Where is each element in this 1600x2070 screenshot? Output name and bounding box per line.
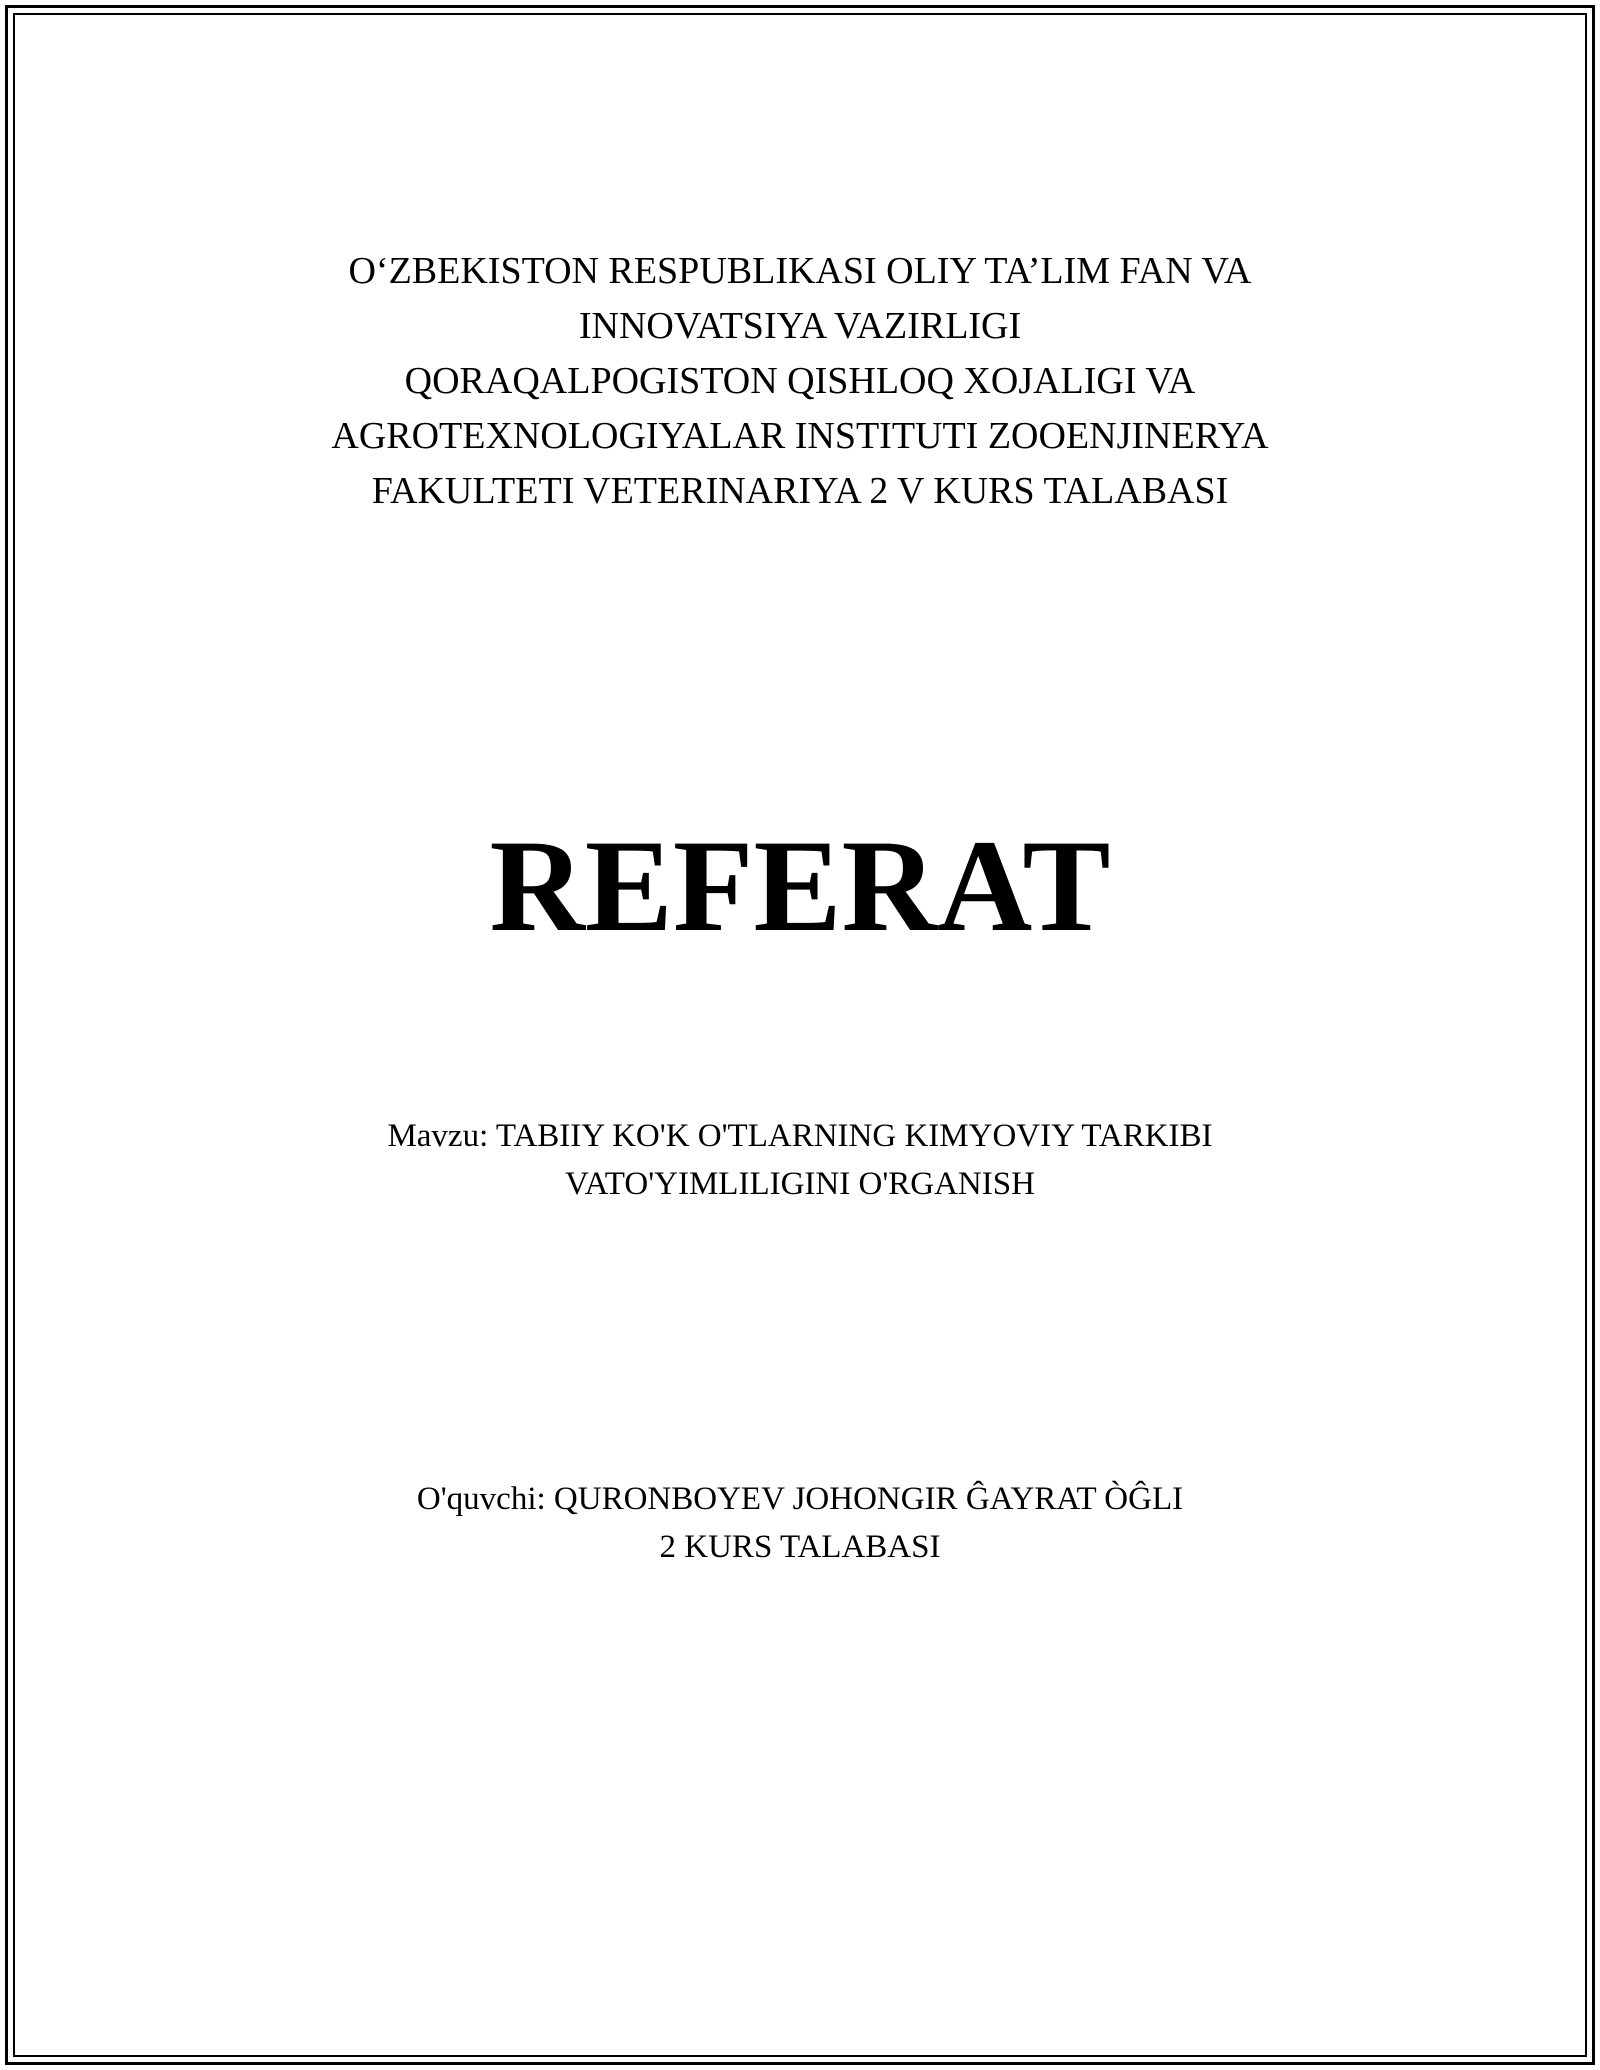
topic-line: VATO'YIMLILIGINI O'RGANISH bbox=[565, 1166, 1035, 1202]
student-line: 2 KURS TALABASI bbox=[659, 1529, 941, 1565]
document-title: REFERAT bbox=[489, 812, 1111, 959]
header-line: O‘ZBEKISTON RESPUBLIKASI OLIY TA’LIM FAN VA bbox=[348, 250, 1252, 292]
header-line: AGROTEXNOLOGIYALAR INSTITUTI ZOOENJINERYA bbox=[331, 415, 1269, 457]
institution-header bbox=[0, 244, 1600, 519]
student-line: O'quvchi: QURONBOYEV JOHONGIR ĜAYRAT ÒĜLI bbox=[416, 1481, 1184, 1517]
topic-line: Mavzu: TABIIY KO'K O'TLARNING KIMYOVIY TARKIBI bbox=[387, 1118, 1213, 1154]
header-line: INNOVATSIYA VAZIRLIGI bbox=[578, 305, 1022, 347]
topic-block bbox=[0, 1112, 1600, 1208]
student-block bbox=[0, 1475, 1600, 1571]
header-line: QORAQALPOGISTON QISHLOQ XOJALIGI VA bbox=[404, 360, 1196, 402]
header-line: FAKULTETI VETERINARIYA 2 V KURS TALABASI bbox=[371, 470, 1229, 512]
